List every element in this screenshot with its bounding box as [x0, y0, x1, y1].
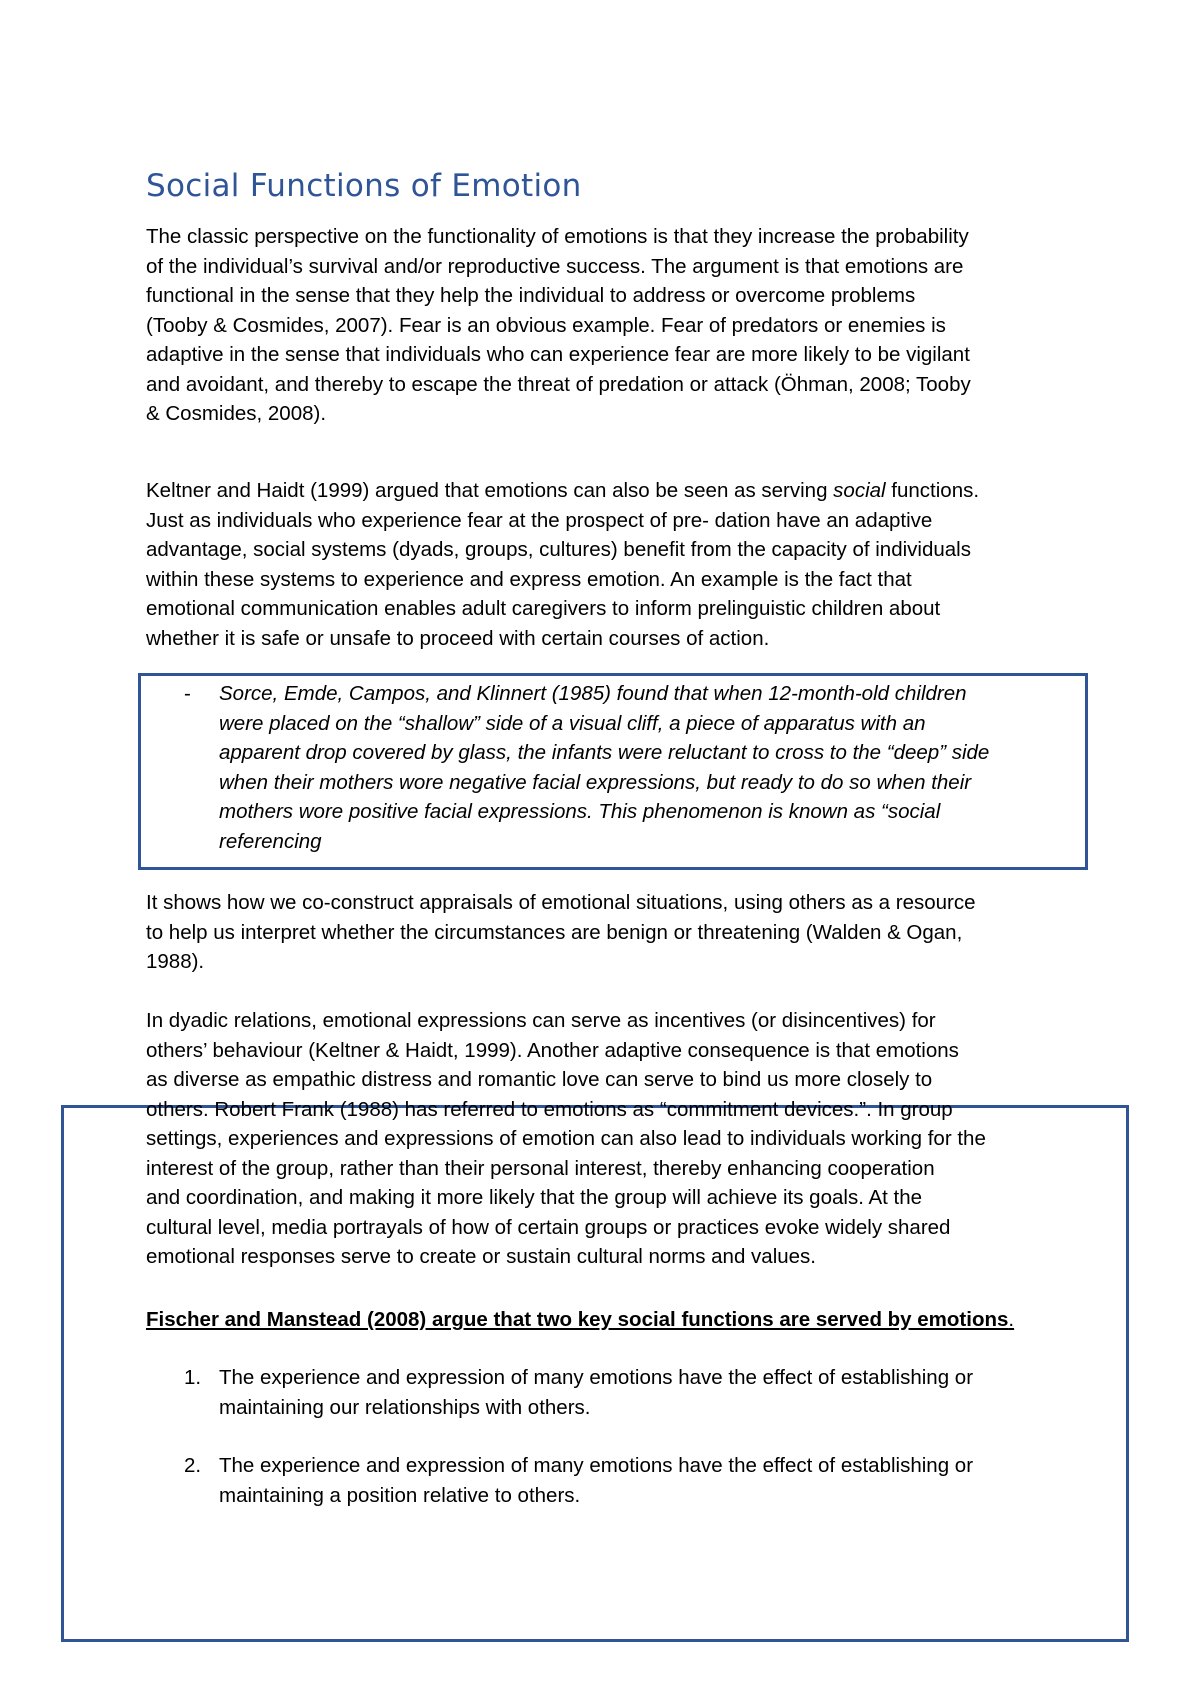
- list-number: 1.: [184, 1366, 202, 1389]
- text-segment: functions.: [885, 479, 980, 502]
- list-item: [184, 1451, 1084, 1510]
- text-line: [146, 476, 1076, 506]
- section-heading: [146, 1305, 1014, 1335]
- heading-period: .: [1008, 1308, 1015, 1331]
- text-line: of the individual’s survival and/or reproductive success. The argument is that emotions are: [146, 254, 964, 278]
- text-line: Just as individuals who experience fear at the prospect of pre- dation have an adaptive: [146, 508, 933, 532]
- text-line: whether it is safe or unsafe to proceed with certain courses of action.: [146, 626, 770, 650]
- text-line: functional in the sense that they help the individual to address or overcome problems: [146, 284, 916, 307]
- heading-text: Fischer and Manstead (2008) argue that two key social functions are served by emotions: [146, 1308, 1009, 1331]
- list-line: The experience and expression of many emotions have the effect of establishing or: [219, 1454, 974, 1477]
- text-line: & Cosmides, 2008).: [146, 402, 327, 425]
- quote-line: were placed on the “shallow” side of a visual cliff, a piece of apparatus with an: [219, 711, 926, 735]
- text-line: and avoidant, and thereby to escape the threat of predation or attack (Öhman, 2008; Tooby: [146, 372, 971, 396]
- paragraph-dyadic-relations: [146, 1006, 1076, 1272]
- paragraph-classic-perspective: [146, 222, 1076, 429]
- text-line: It shows how we co-construct appraisals of emotional situations, using others as a resource: [146, 891, 976, 914]
- text-segment: Keltner and Haidt (1999) argued that emotions can also be seen as serving: [146, 479, 834, 502]
- quote-line: mothers wore positive facial expressions. This phenomenon is known as “social: [219, 800, 941, 823]
- bullet-dash: -: [184, 682, 191, 705]
- emphasis-social: social: [833, 479, 886, 502]
- text-line: The classic perspective on the functionality of emotions is that they increase the probability: [146, 225, 969, 248]
- quote-line: Sorce, Emde, Campos, and Klinnert (1985) found that when 12-month-old children: [219, 682, 967, 705]
- list-number: 2.: [184, 1454, 202, 1477]
- text-line: and coordination, and making it more likely that the group will achieve its goals. At the: [146, 1186, 923, 1209]
- text-line: within these systems to experience and express emotion. An example is the fact that: [146, 567, 912, 591]
- text-line: (Tooby & Cosmides, 2007). Fear is an obvious example. Fear of predators or enemies is: [146, 313, 946, 337]
- list-line: The experience and expression of many emotions have the effect of establishing or: [219, 1366, 974, 1389]
- text-line: interest of the group, rather than their personal interest, thereby enhancing cooperation: [146, 1156, 935, 1180]
- text-line: emotional communication enables adult caregivers to inform prelinguistic children about: [146, 597, 941, 620]
- paragraph-keltner-haidt: [146, 476, 1076, 653]
- text-line: others’ behaviour (Keltner & Haidt, 1999). Another adaptive consequence is that emotions: [146, 1038, 959, 1062]
- paragraph-co-construct: [146, 888, 1076, 977]
- quote-line: referencing: [219, 829, 322, 853]
- text-line: adaptive in the sense that individuals who can experience fear are more likely to be vigilant: [146, 343, 970, 366]
- text-line: settings, experiences and expressions of emotion can also lead to individuals working for the: [146, 1127, 986, 1150]
- text-line: to help us interpret whether the circumstances are benign or threatening (Walden & Ogan,: [146, 920, 963, 944]
- text-line: advantage, social systems (dyads, groups, cultures) benefit from the capacity of individuals: [146, 538, 971, 561]
- list-line: maintaining our relationships with others.: [219, 1395, 591, 1419]
- text-line: others. Robert Frank (1988) has referred to emotions as “commitment devices.”. In group: [146, 1097, 953, 1121]
- quote-line: when their mothers wore negative facial expressions, but ready to do so when their: [219, 770, 972, 794]
- list-line: maintaining a position relative to others.: [219, 1483, 581, 1507]
- text-line: as diverse as empathic distress and romantic love can serve to bind us more closely to: [146, 1068, 933, 1091]
- quote-social-referencing: [184, 679, 1064, 856]
- text-line: cultural level, media portrayals of how of certain groups or practices evoke widely shared: [146, 1215, 951, 1239]
- list-item: [184, 1363, 1084, 1422]
- text-line: 1988).: [146, 950, 205, 973]
- text-line: emotional responses serve to create or sustain cultural norms and values.: [146, 1245, 817, 1268]
- quote-line: apparent drop covered by glass, the infants were reluctant to cross to the “deep” side: [219, 741, 990, 764]
- page-title: Social Functions of Emotion: [146, 168, 582, 204]
- text-line: In dyadic relations, emotional expressions can serve as incentives (or disincentives) for: [146, 1009, 936, 1032]
